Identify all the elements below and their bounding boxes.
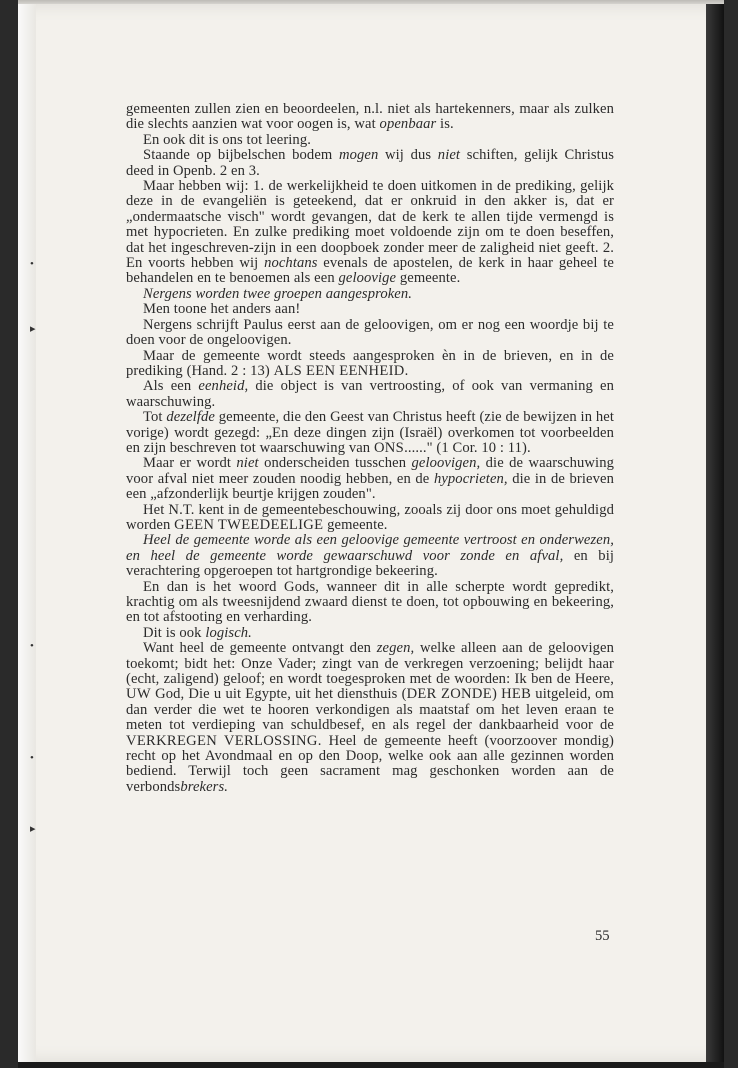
italic-text: brekers. [180, 778, 228, 795]
text-run: Het N.T. kent in de gemeentebeschouwing, zooals zij door ons moet gehuldigd worden [126, 501, 614, 533]
paragraph [126, 148, 614, 179]
text-run: gemeente, die den Geest van Christus heeft (zie de bewijzen in het vorige) wordt gezegd: „En deze dingen zijn (Israël) overkomen tot voorbeelden en zijn beschreven tot waarschuwing van [126, 409, 615, 456]
paragraph [126, 626, 614, 641]
page-right-edge [706, 4, 724, 1062]
body-text [126, 102, 614, 795]
paragraph [126, 179, 614, 287]
italic-text: geloovige [338, 270, 397, 287]
text-run: Nergens schrijft Paulus eerst aan de geloovigen, om er nog een woordje bij te doen voor de ongeloovigen. [126, 316, 614, 349]
text-run: schiften, gelijk Christus deed in Openb. 2 en 3. [126, 147, 614, 179]
paragraph [126, 287, 614, 302]
text-run: die de waarschuwing voor afval niet meer zouden noodig hebben, en de [126, 455, 614, 487]
text-run: welke alleen aan de geloovigen toekomt; bidt het: Onze Vader; zingt van de verkregen verzoening; belijdt haar (echt, zaligend) geloof; en wordt toegesproken met de woorden: Ik ben de Heere, [126, 640, 614, 688]
text-run: is. [436, 116, 454, 133]
margin-mark: • [30, 640, 34, 652]
text-run: Dit is ook [143, 624, 206, 641]
italic-text: niet [437, 147, 461, 164]
text-run: uitgeleid, om dan verder die wet te hooren verkondigen als maatstaf om het leven eraan te meten tot verdieping van schuldbesef, en als regel der dankbaarheid voor de [126, 686, 615, 734]
text-run: Want heel de gemeente ontvangt den [143, 640, 377, 657]
paragraph [126, 533, 614, 579]
text-run: gemeente. [396, 270, 461, 287]
caps-text: DER ZONDE [406, 686, 492, 703]
italic-text: hypocrieten, [433, 470, 508, 487]
caps-text: ALS EEN EENHEID. [273, 362, 409, 379]
italic-text: dezelfde [166, 409, 215, 426]
text-run: Heel de gemeente heeft (voorzoover mondig) recht op het Avondmaal en op den Doop, welke ook aan alle gezinnen worden bediend. Terwijl toch geen sacrament mag geschonken worden aan de verbonds [126, 732, 615, 795]
text-run: die object is van vertroosting, of ook van vermaning en waarschuwing. [126, 378, 614, 410]
paragraph [126, 318, 614, 349]
text-run: Maar hebben wij: 1. de werkelijkheid te doen uitkomen in de prediking, gelijk deze in de evangeliën is geteekend, dat er onkruid in den akker is, dat er „ondermaatsche visch" wordt gevangen, dat de kerk te allen tijde vermengd is met hypocrieten. En zulke prediking moet voldoende zijn om te doen beseffen, dat het ingeschreven-zijn in een doopboek zonder meer de zaligheid niet geeft. 2. En voorts hebben wij [126, 178, 614, 272]
text-run: En dan is het woord Gods, wanneer dit in alle scherpte wordt gepredikt, krachtig om als tweesnijdend zwaard dienst te doen, tot opbouwing en bekeering, en tot afstooting en verharding. [126, 578, 614, 626]
paragraph [126, 302, 614, 317]
italic-text: Heel de gemeente worde als een geloovige gemeente vertroost en onderwezen, en heel de gemeente worde gewaarschuwd voor zonde en afval, [126, 532, 614, 564]
text-run: Men toone het anders aan! [143, 301, 301, 318]
text-run: Maar de gemeente wordt steeds aangesproken èn in de brieven, en in de prediking (Hand. 2 : 13) [126, 347, 614, 379]
margin-mark: ▸ [30, 323, 36, 335]
italic-text: niet [236, 455, 259, 472]
italic-text: logisch. [205, 624, 252, 641]
caps-text: HEB [501, 686, 532, 703]
text-run: en bij verachtering opgeroepen tot hartgrondige bekeering. [126, 547, 614, 580]
italic-text: mogen [338, 147, 379, 164]
margin-mark: ▸ [30, 823, 36, 835]
text-run: evenals de apostelen, de kerk in haar geheel te behandelen en te benoemen als een [126, 255, 614, 287]
paragraph [126, 410, 614, 456]
text-run: wij dus [378, 147, 438, 164]
paragraph [126, 102, 614, 133]
margin-mark: • [30, 752, 34, 764]
page-number: 55 [595, 928, 610, 944]
italic-text: nochtans [264, 255, 318, 272]
caps-text: UW [126, 686, 151, 703]
italic-text: eenheid, [198, 378, 249, 395]
text-run: Als een [143, 378, 199, 395]
paragraph [126, 641, 614, 795]
text-run: En ook dit is ons tot leering. [143, 131, 311, 148]
page-bottom-shadow [18, 1062, 724, 1068]
paragraph [126, 580, 614, 626]
text-run: gemeenten zullen zien en beoordeelen, n.l. niet als hartekenners, maar als zulken die slechts aanzien wat voor oogen is, wat [126, 101, 614, 133]
text-run: Tot [143, 409, 167, 426]
paragraph [126, 349, 614, 380]
page-left-edge [18, 4, 36, 1062]
paragraph [126, 456, 614, 502]
paragraph [126, 503, 614, 534]
text-run: gemeente. [323, 516, 388, 533]
text-run: Maar er wordt [143, 455, 237, 472]
italic-text: zegen, [376, 640, 415, 657]
italic-text: Nergens worden twee groepen aangesproken. [143, 285, 413, 302]
text-run: die in de brieven een „afzonderlijk beurtje krijgen zouden". [126, 470, 614, 503]
text-run: ) [491, 686, 502, 703]
caps-text: VERKREGEN VERLOSSING. [126, 732, 322, 749]
paragraph [126, 379, 614, 410]
caps-text: GEEN TWEEDEELIGE [174, 516, 324, 533]
paragraph [126, 133, 614, 148]
margin-mark: • [30, 258, 34, 270]
text-run: God, Die u uit Egypte, uit het diensthuis ( [150, 686, 407, 703]
caps-text: ONS [373, 439, 405, 456]
text-run: Staande op bijbelschen bodem [143, 147, 339, 164]
italic-text: geloovigen, [411, 455, 481, 472]
italic-text: openbaar [379, 116, 437, 133]
text-run: onderscheiden tusschen [258, 455, 412, 472]
text-run: ......" (1 Cor. 10 : 11). [404, 439, 531, 456]
